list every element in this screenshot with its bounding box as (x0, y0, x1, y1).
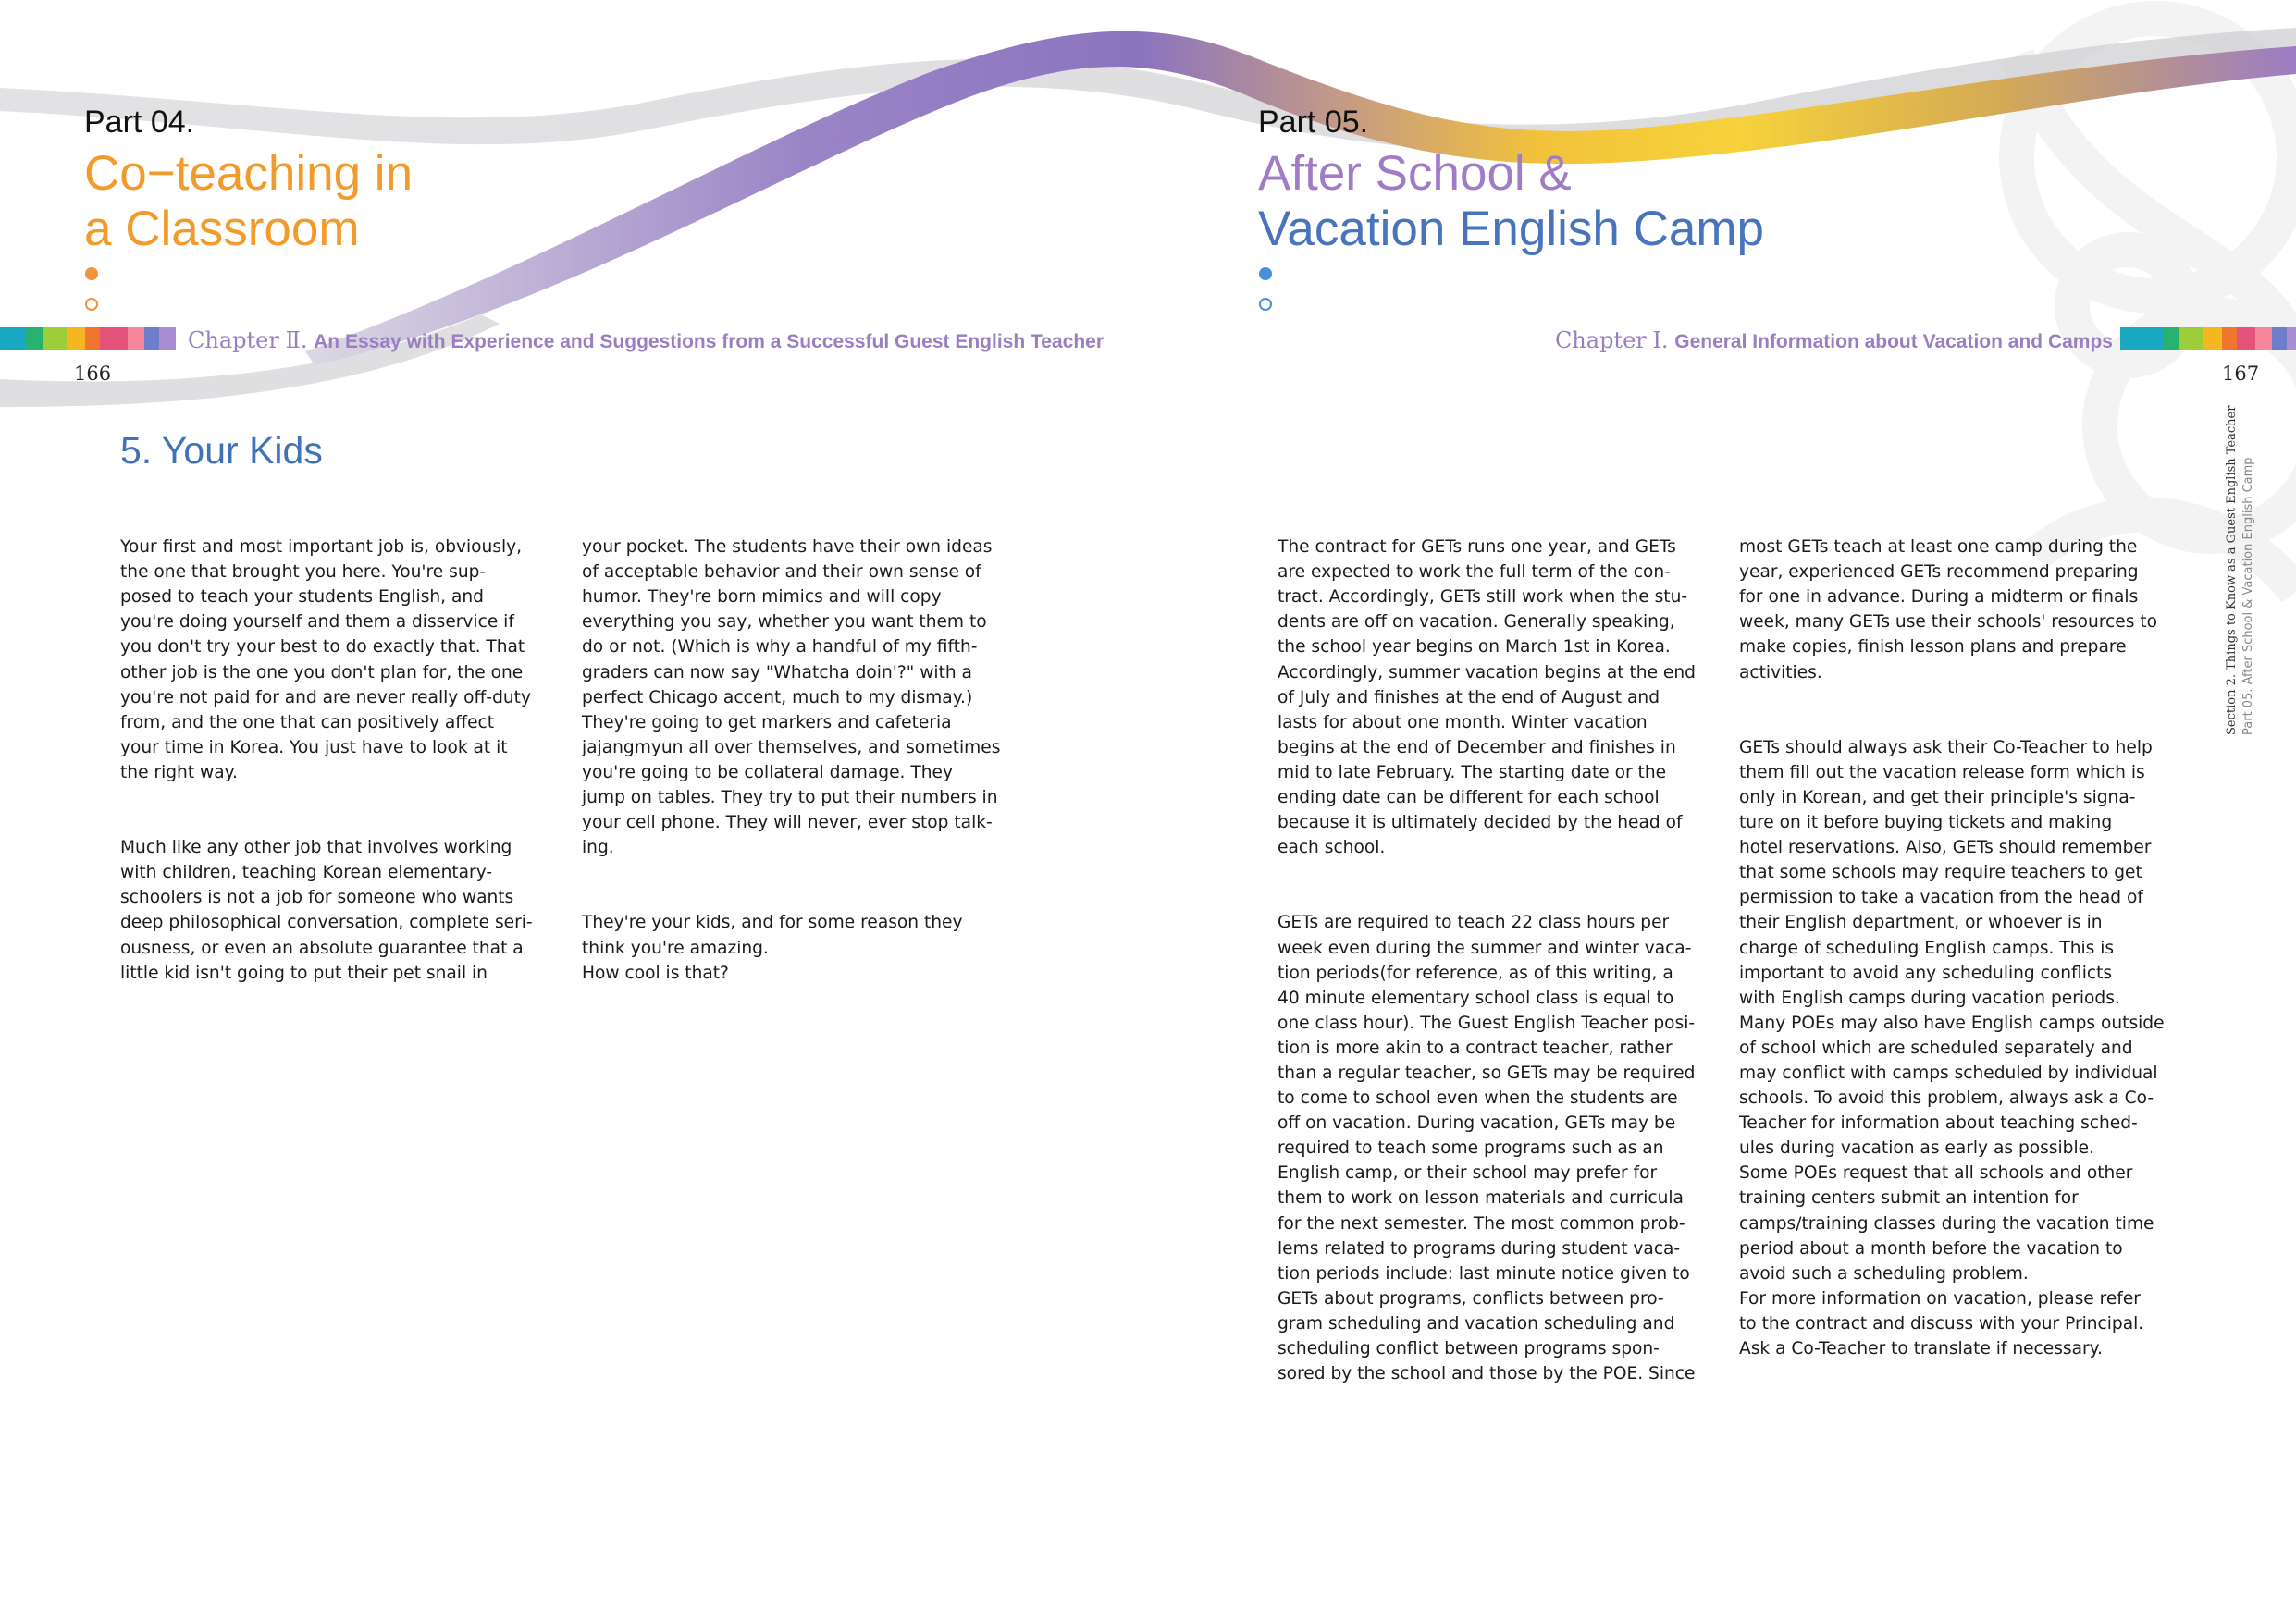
side-tab (2224, 402, 2261, 735)
chapter-title: An Essay with Experience and Suggestions from a Successful Guest English Teacher (314, 331, 1105, 352)
part-label-right (1258, 105, 1368, 141)
part-title-line1: Co−teaching in (84, 146, 414, 201)
section-title: 5. Your Kids (120, 429, 323, 472)
paragraph: Much like any other job that involves working with children, teaching Korean elementary- schoolers is not a job for someone who wants deep philosophical conversation, complete seri- ousness, or even an absolute guarantee that a little kid isn't going to put their pet snail in (120, 838, 533, 983)
chapter-word: Chapter (1554, 327, 1647, 353)
paragraph: GETs should always ask their Co-Teacher to help them fill out the vacation release form which is only in Korean, and get their principle's signa- ture on it before buying tickets and making hotel reservations. Also, GETs should remember that some schools may require teachers to get permission to take a vacation from the head of their English department, or whoever is in charge of scheduling English camps. This is important to avoid any scheduling conflicts with English camps during vacation periods. Many POEs may also have English camps outside of school which are scheduled separately and may conflict with camps scheduled by individual schools. To avoid this problem, always ask a Co- Teacher for information about teaching sched- ules during vacation as early as possible. Some POEs request that all schools and other training centers submit an intention for camps/training classes during the vacation time period about a month before the vacation to avoid such a scheduling problem. For more information on vacation, please refer to the contract and discuss with your Principal. Ask a Co-Teacher to translate if necessary. (1739, 737, 2165, 1359)
part-number: 05. (1324, 105, 1369, 140)
side-tab-section: Section 2. Things to Know as a Guest English Teacher (2225, 405, 2239, 735)
right-column-2 (1739, 510, 2192, 1411)
paragraph: The contract for GETs runs one year, and GETs are expected to work the full term of the con- tract. Accordingly, GETs still work when the stu- dents are off on vacation. Generally speaking, the school year begins on March 1st in Korea. Accordingly, summer vacation begins at the end of July and finishes at the end of August and lasts for about one month. Winter vacation begins at the end of December and finishes in mid to late February. The starting date or the ending date can be different for each school because it is ultimately decided by the head of each school. (1278, 537, 1696, 858)
color-strip-left (0, 327, 176, 350)
blue-dot (1259, 267, 1272, 280)
part-title-left (84, 146, 413, 257)
orange-ring (85, 298, 98, 311)
chapter-heading-right (1555, 327, 2113, 353)
blue-ring (1259, 298, 1272, 311)
page-number-left: 166 (74, 363, 112, 385)
page-number-right: 167 (2222, 363, 2260, 385)
paragraph: GETs are required to teach 22 class hours per week even during the summer and winter vaca- tion periods(for reference, as of this writing, a 40 minute elementary school class is equal to one class hour). The Guest English Teacher posi- tion is more akin to a contract teacher, rather than a regular teacher, so GETs may be required to come to school even when the students are off on vacation. During vacation, GETs may be required to teach some programs such as an English camp, or their school may prefer for them to work on lesson materials and curricula for the next semester. The most common prob- lems related to programs during student vaca- tion periods include: last minute notice given to GETs about programs, conflicts between pro- gram scheduling and vacation scheduling and scheduling conflict between programs spon- sored by the school and those by the POE. Since (1278, 913, 1696, 1384)
left-column-2 (582, 510, 1035, 1036)
part-word: Part (84, 105, 142, 140)
left-column-1 (120, 510, 574, 1036)
paragraph: your pocket. The students have their own ideas of acceptable behavior and their own sense of humor. They're born mimics and will copy everything you say, whether you want them to do or not. (Which is why a handful of my fifth- graders can now say "Whatcha doin'?" with a perfect Chicago accent, much to my dismay.) They're going to get markers and cafeteria jajangmyun all over themselves, and sometimes you're going to be collateral damage. They jump on tables. They try to put their numbers in your cell phone. They will never, ever stop talk- ing. (582, 537, 1001, 858)
part-title-right (1258, 146, 1764, 257)
chapter-heading-left (188, 327, 1104, 353)
right-column-1 (1278, 510, 1731, 1436)
part-label-left (84, 105, 194, 141)
part-word: Part (1258, 105, 1316, 140)
orange-dot (85, 267, 98, 280)
chapter-numeral: Ⅱ. (285, 327, 308, 353)
paragraph: They're your kids, and for some reason they think you're amazing. How cool is that? (582, 913, 963, 983)
part-title-line2: a Classroom (84, 202, 360, 256)
chapter-word: Chapter (188, 327, 279, 353)
paragraph: Your first and most important job is, obviously, the one that brought you here. You're sup- posed to teach your students English, and you're doing yourself and them a disservice if you don't try your best to do exactly that. That other job is the one you don't plan for, the one you're not paid for and are never really off-duty from, and the one that can positively affect your time in Korea. You just have to look at it the right way. (120, 537, 531, 782)
part-title-line2: Vacation English Camp (1258, 202, 1764, 256)
part-number: 04. (150, 105, 195, 140)
side-tab-part: Part 05. After School & Vacation English Camp (2241, 457, 2255, 735)
color-strip-right (2120, 327, 2296, 350)
paragraph: most GETs teach at least one camp during the year, experienced GETs recommend preparing for one in advance. During a midterm or finals week, many GETs use their schools' resources to make copies, finish lesson plans and prepare activities. (1739, 537, 2157, 682)
chapter-title: General Information about Vacation and Camps (1674, 331, 2113, 352)
part-title-line1: After School & (1258, 146, 1572, 201)
chapter-numeral: Ⅰ. (1652, 327, 1669, 353)
